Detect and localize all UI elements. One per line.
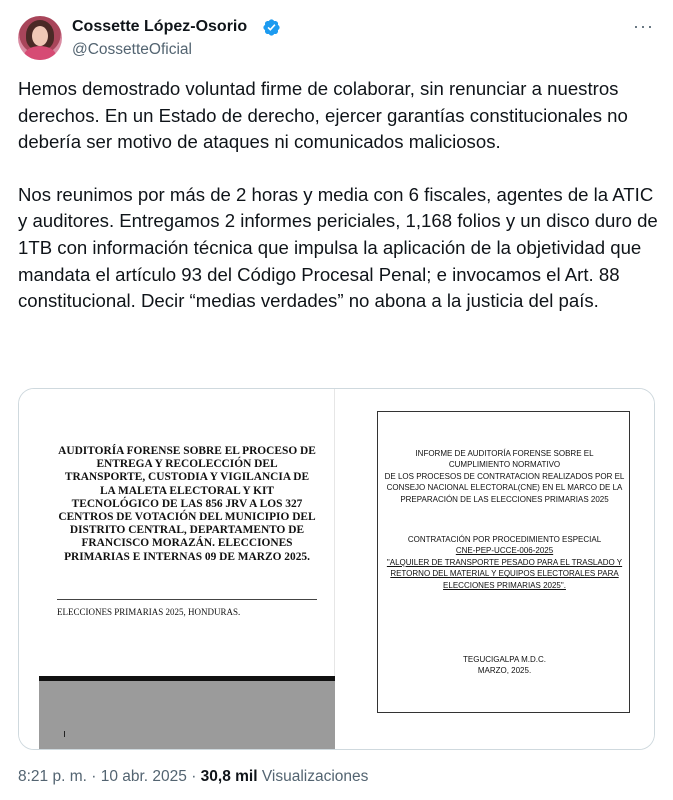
media-image-right[interactable] bbox=[337, 389, 655, 750]
media-attachment[interactable] bbox=[18, 388, 655, 750]
tweet-footer bbox=[18, 768, 368, 786]
avatar[interactable] bbox=[18, 16, 62, 60]
right-doc-title-line: PREPARACIÓN DE LAS ELECCIONES PRIMARIAS 2025 bbox=[400, 494, 609, 504]
more-options-icon[interactable]: ··· bbox=[633, 16, 654, 36]
right-doc-place-date bbox=[378, 654, 631, 677]
right-doc-place: TEGUCIGALPA M.D.C. bbox=[463, 655, 546, 664]
tweet-paragraph-2: Nos reunimos por más de 2 horas y media con 6 fiscales, agentes de la ATIC y auditores. Entregamos 2 informes periciales, 1,168 folios y un disco duro de 1TB con información técnica que impulsa la aplicación de la objetividad que mandata el artículo 93 del Código Procesal Penal; e invocamos el Art. 88 constitucional. Decir “medias verdades” no abona a la justicia del país. bbox=[18, 183, 658, 312]
right-doc-title-line: CONSEJO NACIONAL ELECTORAL(CNE) EN EL MARCO DE LA bbox=[386, 483, 623, 493]
right-doc-contract bbox=[378, 534, 631, 591]
tweet-timestamp[interactable]: 8:21 p. m. · 10 abr. 2025 · bbox=[18, 768, 201, 785]
right-doc-title-line: CUMPLIMIENTO NORMATIVO bbox=[448, 460, 561, 470]
author-name[interactable]: Cossette López-Osorio bbox=[72, 18, 248, 35]
right-doc-title-line: INFORME DE AUDITORÍA FORENSE SOBRE EL bbox=[415, 449, 594, 458]
left-doc-divider bbox=[57, 599, 317, 600]
views-count: 30,8 mil bbox=[200, 768, 258, 785]
avatar-face bbox=[32, 26, 48, 46]
tweet-paragraph-1: Hemos demostrado voluntad firme de colaborar, sin renunciar a nuestros derechos. En un Estado de derecho, ejercer garantías constitucionales no debería ser motivo de ataques ni comunicados maliciosos. bbox=[18, 78, 628, 153]
right-doc-contract-code: CNE-PEP-UCCE-006-2025 bbox=[455, 546, 554, 556]
left-doc-gray-area bbox=[39, 681, 335, 750]
left-doc-subtitle: ELECCIONES PRIMARIAS 2025, HONDURAS. bbox=[57, 607, 241, 617]
right-doc-title-line: DE LOS PROCESOS DE CONTRATACION REALIZADOS POR EL bbox=[384, 471, 625, 481]
right-doc-frame bbox=[377, 411, 630, 713]
right-doc-title bbox=[378, 448, 631, 505]
verified-badge-icon bbox=[262, 18, 281, 37]
media-image-left[interactable] bbox=[19, 389, 335, 750]
views-label: Visualizaciones bbox=[257, 768, 369, 785]
left-doc-mark bbox=[64, 731, 65, 737]
left-doc-title: AUDITORÍA FORENSE SOBRE EL PROCESO DE ENTREGA Y RECOLECCIÓN DEL TRANSPORTE, CUSTODIA Y VIGILANCIA DE LA MALETA ELECTORAL Y KIT TECNOLÓGICO DE LAS 856 JRV A LOS 327 CENTROS DE VOTACIÓN DEL MUNICIPIO DEL DISTRITO CENTRAL, DEPARTAMENTO DE FRANCISCO MORAZÁN. ELECCIONES PRIMARIAS E INTERNAS 09 DE MARZO 2025. bbox=[58, 445, 316, 563]
right-doc-contract-line: RETORNO DEL MATERIAL Y EQUIPOS ELECTORALES PARA bbox=[390, 569, 619, 579]
tweet-text bbox=[18, 76, 658, 315]
tweet-header bbox=[18, 14, 658, 64]
paragraph-gap bbox=[18, 156, 658, 182]
right-doc-contract-line: CONTRATACIÓN POR PROCEDIMIENTO ESPECIAL bbox=[407, 535, 602, 544]
avatar-body bbox=[24, 46, 56, 60]
right-doc-contract-line: "ALQUILER DE TRANSPORTE PESADO PARA EL TRASLADO Y bbox=[386, 557, 623, 567]
author-handle[interactable]: @CossetteOficial bbox=[72, 41, 192, 58]
right-doc-date: MARZO, 2025. bbox=[477, 666, 532, 676]
right-doc-contract-line: ELECCIONES PRIMARIAS 2025". bbox=[443, 580, 566, 590]
